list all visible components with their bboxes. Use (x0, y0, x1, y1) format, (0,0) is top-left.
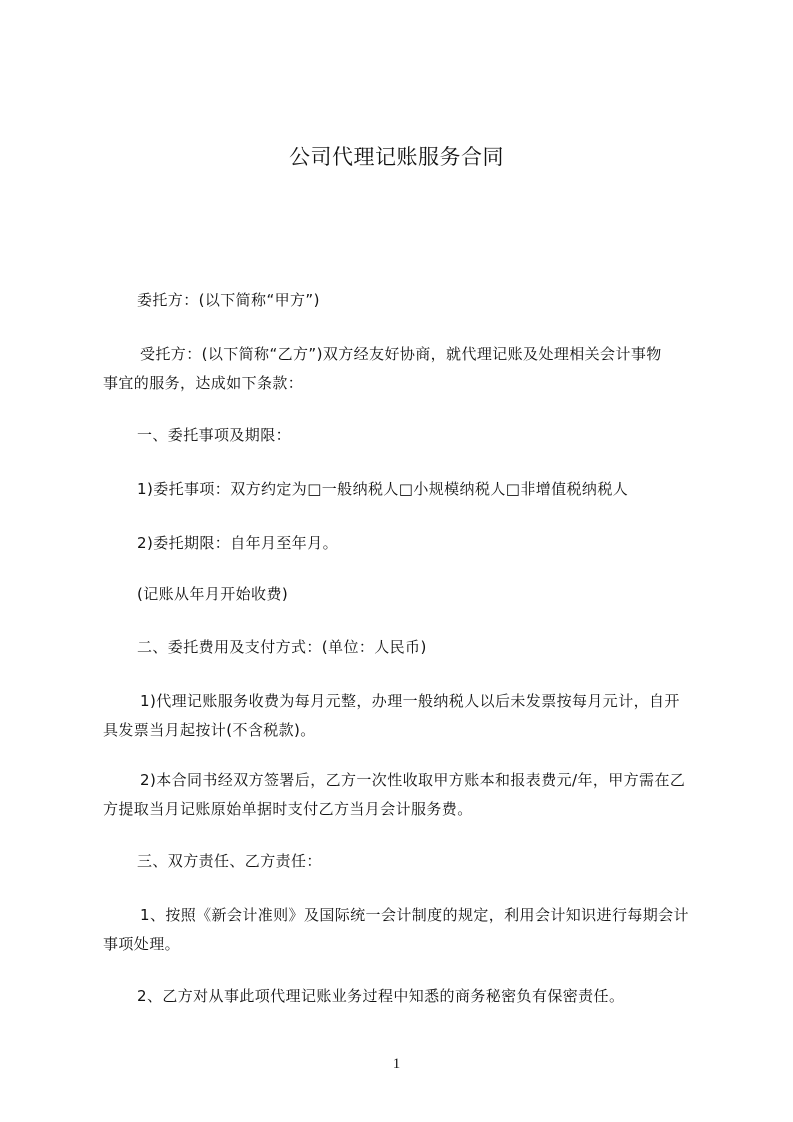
text-line: 一、委托事项及期限： (137, 426, 292, 444)
text-line: 事项处理。 (103, 935, 181, 953)
text-line: 受托方：(以下简称“乙方”)双方经友好协商，就代理记账及处理相关会计事物 (140, 345, 662, 363)
text-line: 2、乙方对从事此项代理记账业务过程中知悉的商务秘密负有保密责任。 (137, 987, 625, 1005)
paragraph-agent (103, 340, 718, 398)
text-line: (记账从年月开始收费) (137, 585, 289, 603)
text-line: 1)代理记账服务收费为每月元整，办理一般纳税人以后未发票按每月元计，自开 (140, 692, 680, 710)
paragraph-duty-2 (103, 982, 718, 1011)
paragraph-principal (103, 286, 718, 315)
paragraph-item-1 (103, 475, 718, 504)
text-line: 委托方：(以下简称“甲方”) (137, 291, 320, 309)
text-line: 1、按照《新会计准则》及国际统一会计制度的规定，利用会计知识进行每期会计 (140, 906, 689, 924)
paragraph-fee-1 (103, 687, 718, 745)
text-line: 三、双方责任、乙方责任： (137, 852, 322, 870)
paragraph-note (103, 580, 718, 609)
section-heading-3 (103, 847, 718, 876)
text-line: 事宜的服务，达成如下条款： (103, 374, 304, 392)
text-line: 1)委托事项：双方约定为□一般纳税人□小规模纳税人□非增值税纳税人 (137, 480, 629, 498)
text-line: 方提取当月记账原始单据时支付乙方当月会计服务费。 (103, 800, 473, 818)
section-heading-2 (103, 633, 718, 662)
paragraph-item-2 (103, 529, 718, 558)
paragraph-duty-1 (103, 901, 718, 959)
page-number: 1 (392, 1056, 401, 1072)
text-line: 具发票当月起按计(不含税款)。 (103, 721, 316, 739)
text-line: 二、委托费用及支付方式：(单位：人民币) (137, 638, 427, 656)
section-heading-1 (103, 421, 718, 450)
text-line: 2)委托期限：自年月至年月。 (137, 534, 338, 552)
contract-title: 公司代理记账服务合同 (289, 145, 504, 169)
text-line: 2)本合同书经双方签署后，乙方一次性收取甲方账本和报表费元/年，甲方需在乙 (140, 771, 686, 789)
paragraph-fee-2 (103, 766, 718, 824)
